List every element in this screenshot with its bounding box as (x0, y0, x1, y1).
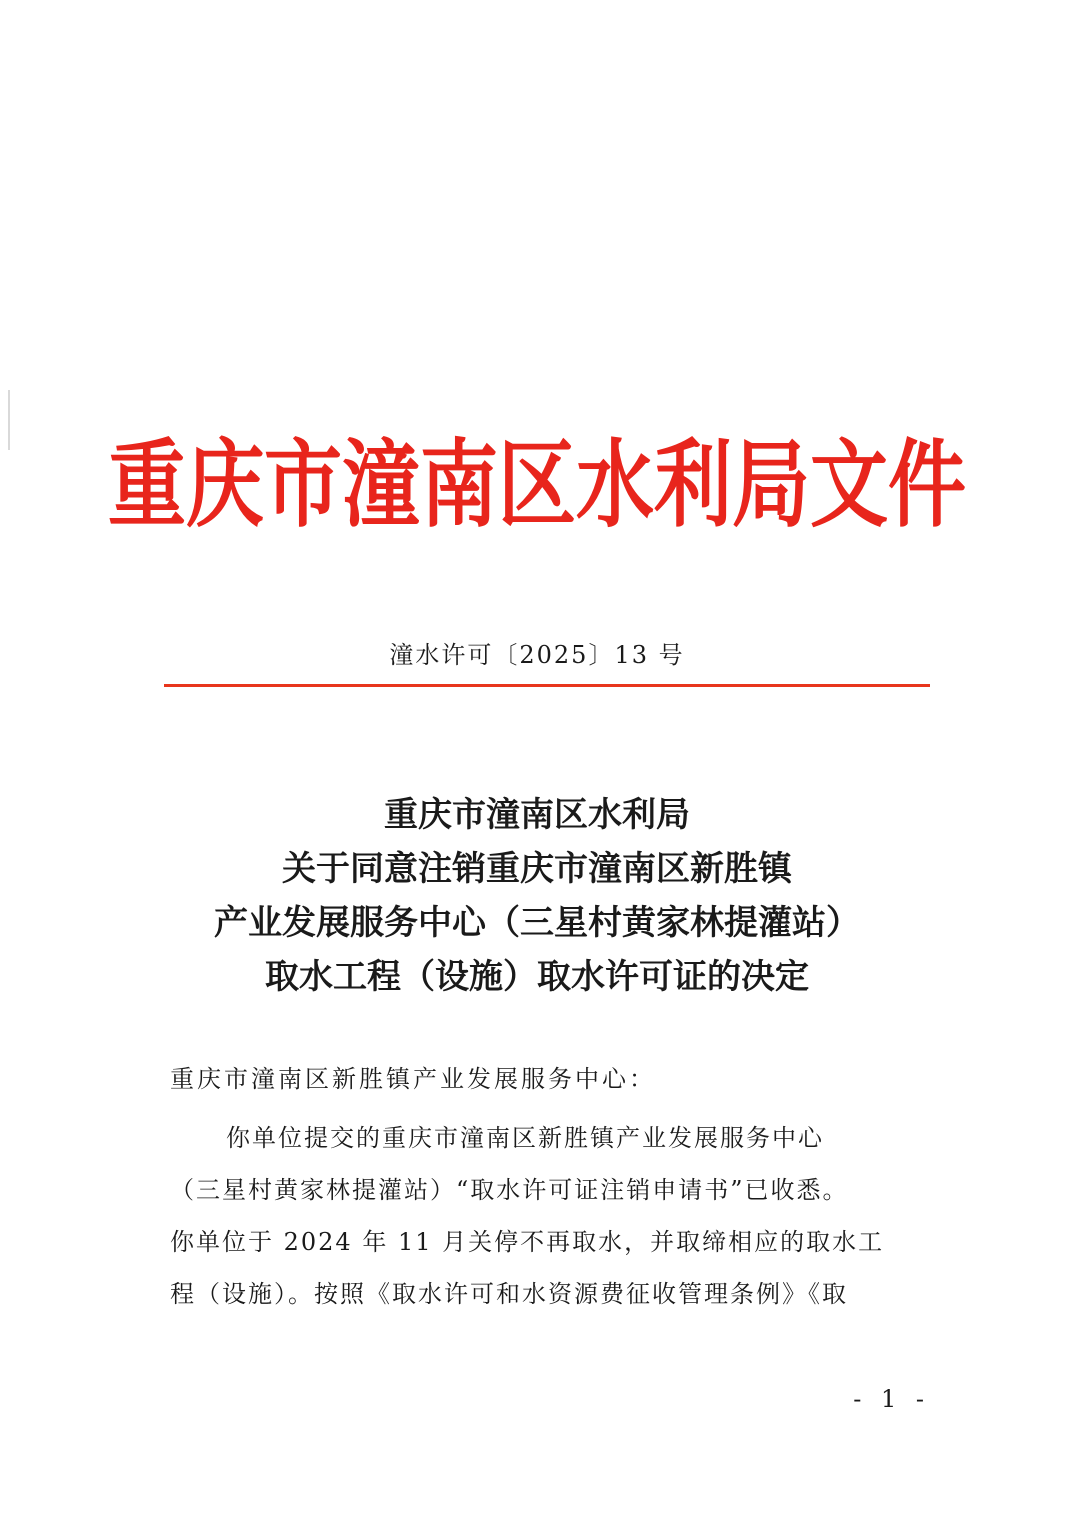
title-line: 关于同意注销重庆市潼南区新胜镇 (282, 849, 792, 889)
document-masthead: 重庆市潼南区水利局文件 (107, 429, 966, 541)
red-separator-line (164, 684, 930, 687)
body-line: 你单位于 2024 年 11 月关停不再取水，并取缔相应的取水工 (170, 1228, 885, 1256)
page-number: - 1 - (853, 1385, 930, 1413)
title-line: 产业发展服务中心（三星村黄家林提灌站） (214, 903, 860, 943)
title-line: 取水工程（设施）取水许可证的决定 (265, 957, 809, 997)
title-line: 重庆市潼南区水利局 (384, 795, 690, 835)
document-title (0, 788, 1074, 1004)
salutation: 重庆市潼南区新胜镇产业发展服务中心： (170, 1065, 656, 1093)
body-paragraph (170, 1112, 930, 1320)
body-line: 程（设施）。按照《取水许可和水资源费征收管理条例》《取 (170, 1280, 848, 1308)
document-number: 潼水许可〔2025〕13 号 (389, 641, 685, 669)
body-line: 你单位提交的重庆市潼南区新胜镇产业发展服务中心 (226, 1124, 824, 1152)
body-line: （三星村黄家林提灌站）“取水许可证注销申请书”已收悉。 (170, 1176, 849, 1204)
